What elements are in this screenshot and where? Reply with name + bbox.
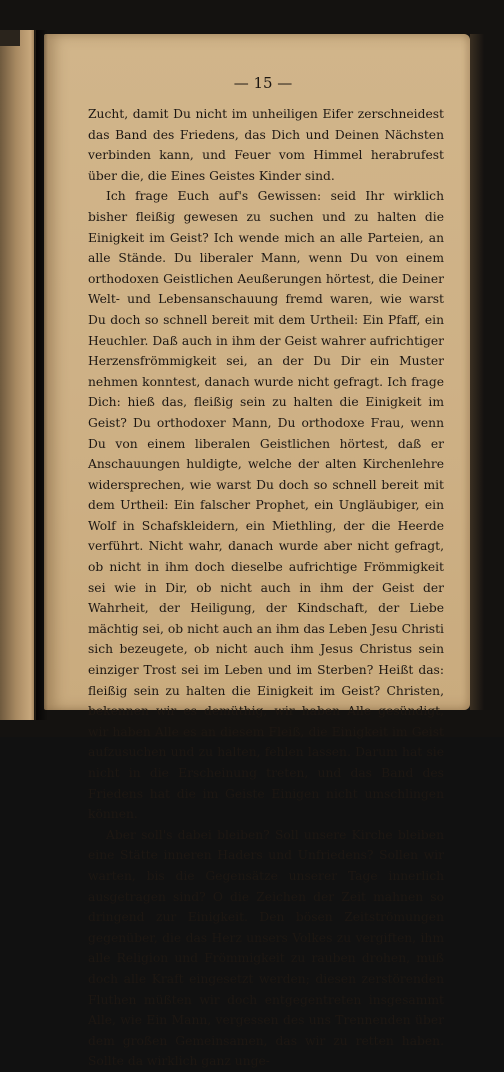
facing-page-edge — [0, 30, 36, 720]
body-text — [88, 104, 444, 1072]
paragraph-2: Ich frage Euch auf's Gewissen: seid Ihr wirklich bisher fleißig gewesen zu suchen und zu halten die Einigkeit im Geist? Ich wende mich an alle Parteien, an alle Stände. Du liberaler Mann, wenn Du von einem orthodoxen Geistlichen Aeußerungen hörtest, die Deiner Welt- und Lebensanschauung fremd waren, wie warst Du doch so schnell bereit mit dem Urtheil: Ein Pfaff, ein Heuchler. Daß auch in ihm der Geist wahrer aufrichtiger Herzensfrömmigkeit sei, an der Du Dir ein Muster nehmen konntest, danach wurde nicht gefragt. Ich frage Dich: hieß das, fleißig sein zu halten die Einigkeit im Geist? Du orthodoxer Mann, Du orthodoxe Frau, wenn Du von einem liberalen Geistlichen hörtest, daß er Anschauungen huldigte, welche der alten Kirchenlehre widersprechen, wie warst Du doch so schnell bereit mit dem Urtheil: Ein falscher Prophet, ein Ungläubiger, ein Wolf in Schafskleidern, ein Miethling, der die Heerde verführt. Nicht wahr, danach wurde aber nicht gefragt, ob nicht in ihm doch dieselbe aufrichtige Frömmigkeit sei wie in Dir, ob nicht auch in ihm der Geist der Wahrheit, der Heiligung, der Kindschaft, der Liebe mächtig sei, ob nicht auch an ihm das Leben Jesu Christi sich bezeugete, ob nicht auch ihm Jesus Christus sein einziger Trost sei im Leben und im Sterben? Heißt das: fleißig sein zu halten die Einigkeit im Geist? Christen, bekennen wir es demüthig, wir haben Alle gesündigt, wir haben Alle es an diesem Fleiß, die Einigkeit im Geist aufzusuchen und zu halten, fehlen lassen. Darum hat sie nicht in die Erscheinung treten, und das Band des Friedens hat die im Geiste Einigen nicht umschlingen können. — [88, 189, 444, 822]
page-number: — 15 — — [233, 74, 293, 92]
paragraph-3: Aber soll's dabei bleiben? Soll unsere Kirche bleiben eine Stätte inneren Haders und Unfriedens? Sollen wir warten, bis die Gegensätze unserer Tage innerlich ausgetragen sind? O die Zeichen der Zeit mahnen so dringend zur Einigkeit. Den bösen Zeitströmungen gegenüber, die das Herz unsers Volkes zu vergiften, ihm alle Religion und Frömmigkeit zu rauben drohen, muß doch alle Kraft eingesetzt werden; diesen zerstörenden Fluthen müßten wir doch entgegentreten insgesammt Alle, wie Ein Mann, vergessen des uns Trennenden über dem großen Gemeinsamen, das wir zu retten haben. Sollte da wirklich ganz unge- — [88, 827, 444, 1069]
page-right-edge — [470, 34, 484, 710]
book-page — [44, 34, 470, 1069]
paragraph-1: Zucht, damit Du nicht im unheiligen Eifer zerschneidest das Band des Friedens, das Dich und Deinen Nächsten verbinden kann, und Feuer vom Himmel herabrufest über die, die Eines Geistes Kinder sind. — [88, 107, 444, 183]
gutter-shadow — [34, 30, 48, 720]
facing-page-corner — [0, 30, 20, 46]
